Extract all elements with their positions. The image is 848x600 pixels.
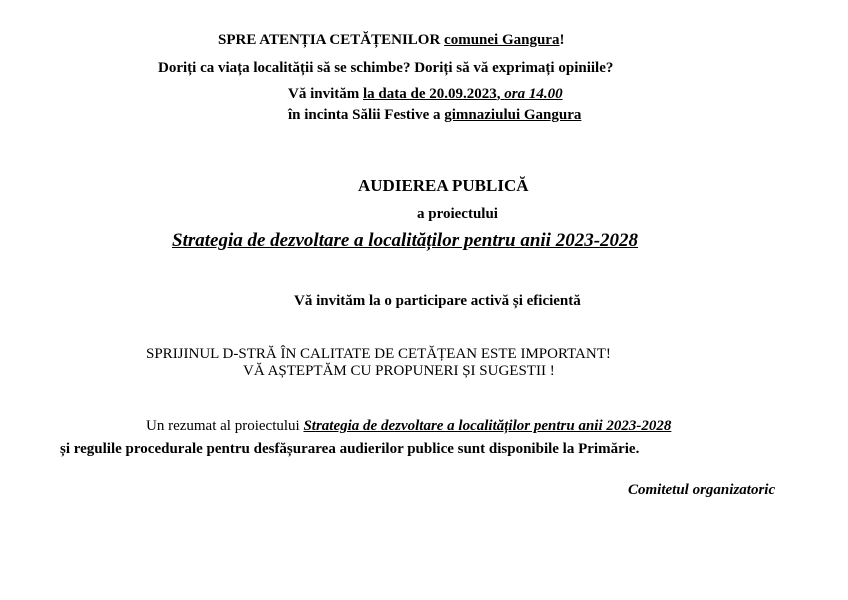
- date-text: la data de 20.09.2023: [363, 86, 497, 102]
- date-prefix: Vă invităm: [288, 86, 363, 102]
- attention-suffix: !: [559, 32, 565, 48]
- notice-line-question: Doriți ca viața localității să se schimbe? Doriți să vă exprimați opiniile?: [158, 60, 614, 76]
- time-text: ora 14.00: [504, 86, 563, 102]
- commune-name: comunei Gangura: [444, 32, 560, 48]
- venue-name: gimnaziului Gangura: [444, 107, 582, 123]
- date-separator: ,: [496, 86, 505, 102]
- notice-line-date: [288, 85, 563, 103]
- notice-line-venue: [288, 106, 581, 124]
- venue-prefix: în incinta Sălii Festive a: [288, 107, 445, 123]
- heading-public-hearing: AUDIEREA PUBLICĂ: [358, 176, 529, 195]
- signature: Comitetul organizatoric: [628, 482, 776, 498]
- attention-prefix: SPRE ATENȚIA CETĂȚENILOR: [218, 32, 445, 48]
- invitation-line: Vă invităm la o participare activă și eficientă: [294, 293, 581, 309]
- summary-project-title: Strategia de dezvoltare a localităților pentru anii 2023-2028: [303, 418, 672, 434]
- summary-line-2: și regulile procedurale pentru desfășurarea audierilor publice sunt disponibile la Primărie.: [60, 441, 640, 457]
- date-value: [363, 86, 563, 102]
- project-title: Strategia de dezvoltare a localităților pentru anii 2023-2028: [172, 230, 639, 251]
- support-line-1: SPRIJINUL D-STRĂ ÎN CALITATE DE CETĂȚEAN ESTE IMPORTANT!: [146, 346, 611, 362]
- summary-line-1: [146, 417, 671, 435]
- support-line-2: VĂ AȘTEPTĂM CU PROPUNERI ȘI SUGESTII !: [243, 363, 555, 379]
- notice-line-attention: [218, 31, 564, 49]
- subheading-project: a proiectului: [417, 206, 498, 222]
- summary-prefix: Un rezumat al proiectului: [146, 418, 304, 434]
